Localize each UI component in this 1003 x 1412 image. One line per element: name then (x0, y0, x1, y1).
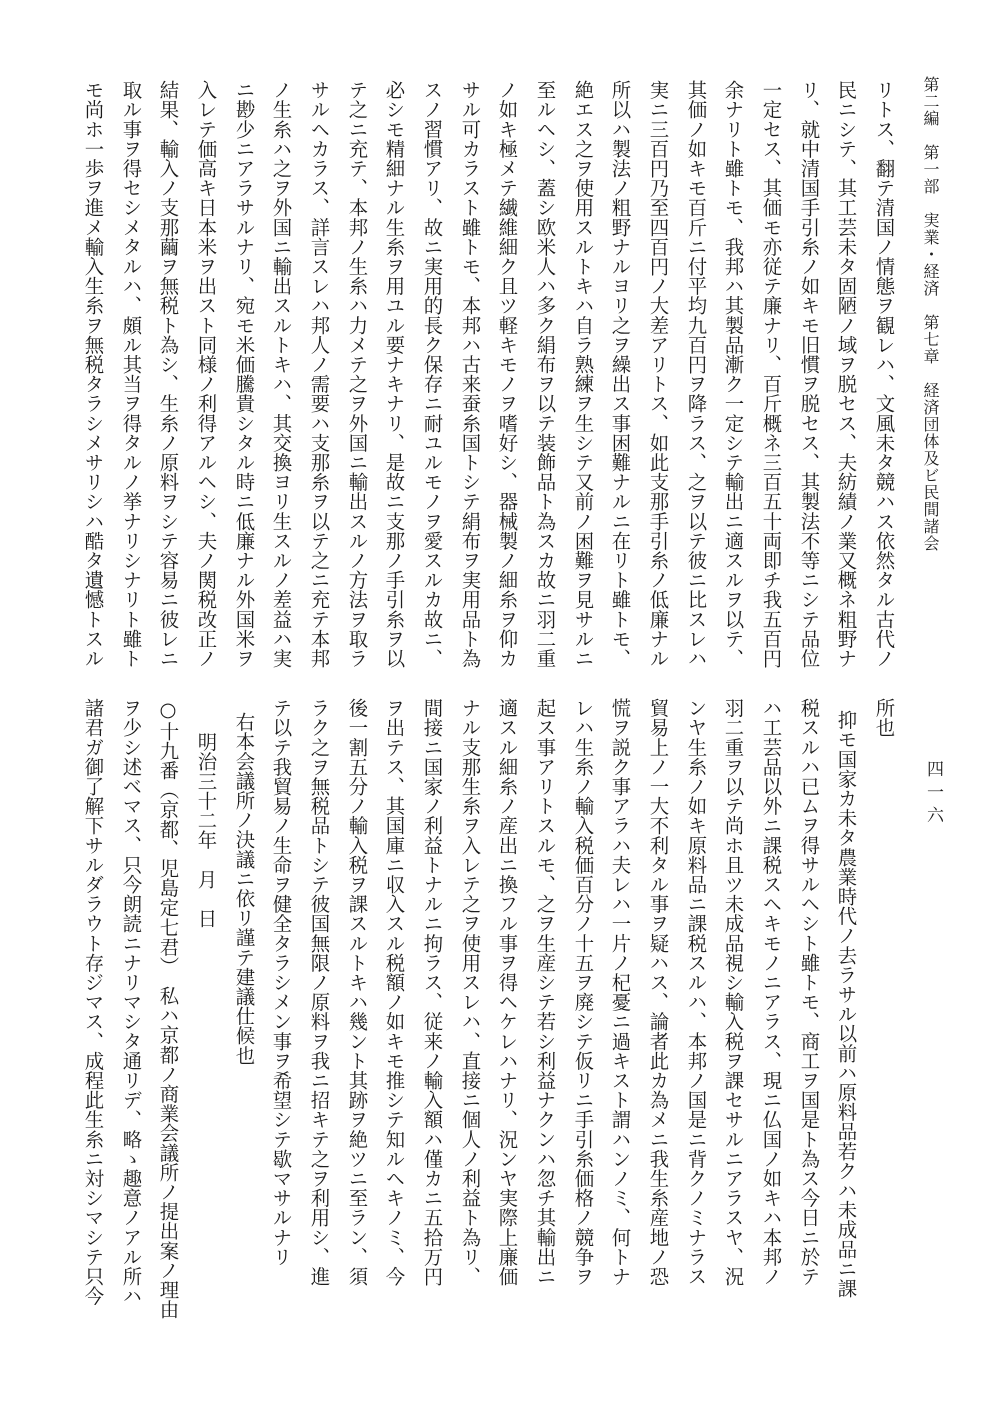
lower-column: ヲ少シ述ベマス、只今朗読ニナリマシタ通リデ、略ゝ趣意ノアル所ハ (119, 698, 143, 1306)
lower-column: ハ工芸品以外ニ課税スヘキモノニアラス、現ニ仏国ノ如キハ本邦ノ (759, 698, 783, 1286)
upper-column: 絶エス之ヲ使用スルトキハ自ラ熟練ヲ生シテ又前ノ困難ヲ見サルニ (571, 80, 595, 668)
lower-column: ○十九番（京都、児島定七君） 私ハ京都ノ商業会議所ノ提出案ノ理由 (156, 698, 180, 1320)
lower-column: ラク之ヲ無税品トシテ彼国無限ノ原料ヲ我ニ招キテ之ヲ利用シ、進 (307, 698, 331, 1286)
running-header: 第二編 第一部 実業・経済 第七章 経済団体及ビ民間諸会 (921, 76, 940, 552)
lower-column: 慌ヲ説ク事アラハ夫レハ一片ノ杞憂ニ過キスト謂ハンノミ、何トナ (608, 698, 632, 1286)
upper-column: スノ習慣アリ、故ニ実用的長ク保存ニ耐ユルモノヲ愛スルカ故ニ、 (420, 80, 444, 668)
upper-column: 至ルヘシ、蓋シ欧米人ハ多ク絹布ヲ以テ装飾品ト為スカ故ニ羽二重 (533, 80, 557, 668)
lower-column: 所也 (872, 698, 896, 738)
upper-column: 余ナリト雖トモ、我邦ハ其製品漸ク一定シテ輸出ニ適スルヲ以テ、 (721, 80, 745, 668)
upper-column: 入レテ価高キ日本米ヲ出スト同様ノ利得アルヘシ、夫ノ関税改正ノ (194, 80, 218, 668)
upper-column: 結果、輸入ノ支那繭ヲ無税ト為シ、生糸ノ原料ヲシテ容易ニ彼レニ (156, 80, 180, 668)
upper-column: 実ニ三百円乃至四百円ノ大差アリトス、如此支那手引糸ノ低廉ナル (646, 80, 670, 668)
upper-column: テ之ニ充テ、本邦ノ生糸ハ力メテ之ヲ外国ニ輸出スルノ方法ヲ取ラ (345, 80, 369, 668)
lower-column: ナル支那生糸ヲ入レテ之ヲ使用スレハ、直接ニ個人ノ利益ト為リ、 (458, 698, 482, 1286)
lower-column: 抑モ国家カ未タ農業時代ノ去ラサル以前ハ原料品若クハ未成品ニ課 (834, 710, 858, 1298)
upper-column: サル可カラスト雖トモ、本邦ハ古来蚕糸国トシテ絹布ヲ実用品ト為 (458, 80, 482, 668)
lower-column: テ以テ我貿易ノ生命ヲ健全タラシメン事ヲ希望シテ歇マサルナリ (269, 698, 293, 1267)
upper-column: 必シモ精細ナル生糸ヲ用ユル要ナキナリ、是故ニ支那ノ手引糸ヲ以 (382, 80, 406, 668)
upper-column: 其価ノ如キモ百斤ニ付平均九百円ヲ降ラス、之ヲ以テ彼ニ比スレハ (684, 80, 708, 668)
lower-column: 諸君ガ御了解下サルダラウト存ジマス、成程此生糸ニ対シマシテ只今 (81, 698, 105, 1306)
upper-column: ノ生糸ハ之ヲ外国ニ輸出スルトキハ、其交換ヨリ生スルノ差益ハ実 (269, 80, 293, 668)
lower-column: 適スル細糸ノ産出ニ換フル事ヲ得ヘケレハナリ、況ンヤ実際上廉価 (495, 698, 519, 1286)
upper-column: サルヘカラス、詳言スレハ邦人ノ需要ハ支那糸ヲ以テ之ニ充テ本邦 (307, 80, 331, 668)
upper-column: ニ尠少ニアラサルナリ、宛モ米価騰貴シタル時ニ低廉ナル外国米ヲ (232, 80, 256, 668)
upper-column: 取ル事ヲ得セシメタルハ、頗ル其当ヲ得タルノ挙ナリシナリト雖ト (119, 80, 143, 668)
upper-column: 民ニシテ、其工芸未タ固陋ノ域ヲ脱セス、夫紡績ノ業又概ネ粗野ナ (834, 80, 858, 668)
lower-column: 後一割五分ノ輸入税ヲ課スルトキハ幾ント其跡ヲ絶ツニ至ラン、須 (345, 698, 369, 1286)
lower-column: ンヤ生糸ノ如キ原料品ニ課税スルハ、本邦ノ国是ニ背クノミナラス (684, 698, 708, 1286)
upper-column: リトス、翻テ清国ノ情態ヲ観レハ、文風未タ競ハス依然タル古代ノ (872, 80, 896, 668)
lower-column: 貿易上ノ一大不利タル事ヲ疑ハス、論者此カ為メニ我生糸産地ノ恐 (646, 698, 670, 1286)
lower-column: 明治三十二年 月 日 (194, 732, 218, 928)
lower-column: 起ス事アリトスルモ、之ヲ生産シテ若シ利益ナクンハ忽チ其輸出ニ (533, 698, 557, 1286)
lower-column: 羽二重ヲ以テ尚ホ且ツ未成品視シ輸入税ヲ課セサルニアラスヤ、況 (721, 698, 745, 1286)
upper-column: モ尚ホ一歩ヲ進メ輸入生糸ヲ無税タラシメサリシハ酷タ遺憾トスル (81, 80, 105, 668)
upper-column: 所以ハ製法ノ粗野ナルヨリ之ヲ繰出ス事困難ナルニ在リト雖トモ、 (608, 80, 632, 668)
upper-column: ノ如キ極メテ繊維細ク且ツ軽キモノヲ嗜好シ、器械製ノ細糸ヲ仰カ (495, 80, 519, 668)
upper-column: リ、就中清国手引糸ノ如キモ旧慣ヲ脱セス、其製法不等ニシテ品位 (797, 80, 821, 668)
lower-column: ヲ出テス、其国庫ニ収入スル税額ノ如キモ推シテ知ルヘキノミ、今 (382, 698, 406, 1286)
upper-column: 一定セス、其価モ亦従テ廉ナリ、百斤概ネ三百五十両即チ我五百円 (759, 80, 783, 668)
lower-column: レハ生糸ノ輸入税価百分ノ十五ヲ廃シテ仮リニ手引糸価格ノ競争ヲ (571, 698, 595, 1286)
lower-column: 間接ニ国家ノ利益トナルニ拘ラス、従来ノ輸入額ハ僅カニ五拾万円 (420, 698, 444, 1286)
lower-column: 税スルハ已ムヲ得サルヘシト雖トモ、商工ヲ国是ト為ス今日ニ於テ (797, 698, 821, 1286)
page-number: 四一六 (923, 760, 943, 829)
lower-column: 右本会議所ノ決議ニ依リ謹テ建議仕候也 (232, 712, 256, 1065)
